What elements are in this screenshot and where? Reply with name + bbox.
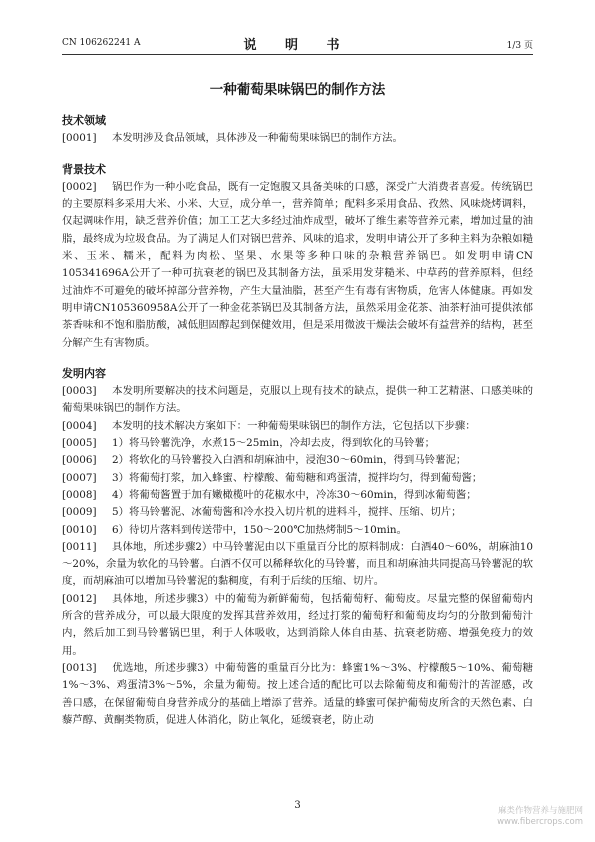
paragraph-0010 — [62, 522, 533, 539]
paragraph-text: 锅巴作为一种小吃食品，既有一定饱腹又具备美味的口感，深受广大消费者喜爱。传统锅巴的主要原料多采用大米、小米、大豆，成分单一，营养简单；配料多采用食品、孜然、风味烧烤调料，仅起调味作用，缺乏营养价值；加工工艺大多经过油炸成型，破坏了维生素等营养元素，增加过量的油脂，最终成为垃圾食品。为了满足人们对锅巴营养、风味的追求，发明申请公开了多种主料为杂粮如糙米、玉米、糯米，配料为肉松、坚果、水果等多种口味的杂粮营养锅巴。如发明申请CN 105341696A公开了一种可抗衰老的锅巴及其制备方法，虽采用发芽糙米、中草药的营养原料，但经过油炸不可避免的破坏掉部分营养物，产生大量油脂，甚至产生有毒有害物质，危害人体健康。再如发明申请CN105360958A公开了一种金花茶锅巴及其制备方法，虽然采用金花茶、油茶籽油可提供浓郁茶香味和不饱和脂肪酸，减低胆固醇起到保健效用，但是采用微波干燥法会破坏有益营养的结构，甚至分解产生有害物质。 — [62, 180, 533, 349]
site-watermark — [497, 806, 583, 828]
paragraph-0004 — [62, 418, 533, 435]
paragraph-text: 本发明涉及食品领域，具体涉及一种葡萄果味锅巴的制作方法。 — [112, 132, 403, 145]
paragraph-text: 2）将软化的马铃薯投入白酒和胡麻油中，浸泡30～60min，得到马铃薯泥； — [112, 454, 467, 467]
paragraph-0007 — [62, 470, 533, 487]
paragraph-text: 3）将葡萄打浆，加入蜂蜜、柠檬酸、葡萄糖和鸡蛋清，搅拌均匀，得到葡萄酱； — [112, 471, 483, 484]
document-body — [62, 108, 533, 729]
paragraph-text: 优选地，所述步骤3）中葡萄酱的重量百分比为：蜂蜜1%～3%、柠檬酸5～10%、葡萄糖1%～3%、鸡蛋清3%～5%，余量为葡萄。按上述合适的配比可以去除葡萄皮和葡萄汁的苦涩感，改善口感，在保留葡萄自身营养成分的基础上增添了营养。适量的蜂蜜可保护葡萄皮所含的天然色素、白藜芦醇、黄酮类物质，促进人体消化，防止氧化，延缓衰老，防止动 — [62, 661, 533, 726]
paragraph-0011 — [62, 539, 533, 591]
paragraph-0012 — [62, 591, 533, 660]
watermark-site-name: 麻类作物营养与施肥网 — [497, 806, 583, 816]
paragraph-text: 4）将葡萄酱置于加有嫩橄榄叶的花椒水中，冷冻30～60min，得到冰葡萄酱； — [112, 488, 477, 501]
paragraph-text: 本发明的技术解决方案如下：一种葡萄果味锅巴的制作方法，它包括以下步骤： — [112, 419, 476, 432]
paragraph-0008 — [62, 487, 533, 504]
paragraph-0003 — [62, 383, 533, 418]
paragraph-0013 — [62, 660, 533, 729]
paragraph-0006 — [62, 452, 533, 469]
paragraph-0005 — [62, 435, 533, 452]
section-heading-invention: 发明内容 — [62, 366, 106, 380]
paragraph-0002 — [62, 179, 533, 352]
paragraph-text: 具体地，所述步骤2）中马铃薯泥由以下重量百分比的原料制成：白酒40～60%，胡麻油10～20%，余量为软化的马铃薯。白酒不仅可以稀释软化的马铃薯，而且和胡麻油共同提高马铃薯泥的软度，而胡麻油可以增加马铃薯泥的黏稠度，有利于后续的压缩、切片。 — [62, 540, 533, 588]
page-indicator: 1/3 页 — [506, 41, 533, 51]
paragraph-number: [0002] — [62, 180, 97, 193]
paragraph-number: [0012] — [62, 592, 97, 605]
paragraph-text: 具体地，所述步骤3）中的葡萄为新鲜葡萄，包括葡萄籽、葡萄皮。尽量完整的保留葡萄内所含的营养成分，可以最大限度的发挥其营养效用，经过打浆的葡萄籽和葡萄皮均匀的分散到葡萄汁内，然后加工到马铃薯锅巴里，利于人体吸收，达到消除人体自由基、抗衰老防癌、增强免疫力的效用。 — [62, 592, 533, 657]
paragraph-number: [0011] — [62, 540, 97, 553]
paragraph-number: [0004] — [62, 419, 97, 432]
paragraph-text: 本发明所要解决的技术问题是，克服以上现有技术的缺点，提供一种工艺精湛、口感美味的葡萄果味锅巴的制作方法。 — [62, 385, 533, 415]
paragraph-number: [0010] — [62, 523, 97, 536]
watermark-url: www.fibercrops.com — [497, 817, 583, 827]
page-header — [62, 34, 533, 53]
invention-title: 一种葡萄果味锅巴的制作方法 — [209, 82, 386, 98]
paragraph-0009 — [62, 504, 533, 521]
section-heading-tech-field: 技术领域 — [62, 114, 106, 127]
paragraph-text: 1）将马铃薯洗净，水煮15～25min，冷却去皮，得到软化的马铃薯； — [112, 437, 436, 450]
patent-number: CN 106262241 A — [62, 38, 141, 48]
paragraph-number: [0006] — [62, 454, 97, 467]
paragraph-text: 5）将马铃薯泥、冰葡萄酱和冷水投入切片机的进料斗，搅拌、压缩、切片； — [112, 506, 462, 519]
paragraph-number: [0008] — [62, 488, 97, 501]
paragraph-number: [0009] — [62, 506, 97, 519]
paragraph-number: [0003] — [62, 385, 97, 398]
page-number: 3 — [294, 800, 301, 811]
paragraph-text: 6）待切片落料到传送带中，150～200℃加热烤制5～10min。 — [112, 523, 408, 536]
section-heading-background: 背景技术 — [62, 162, 106, 176]
paragraph-number: [0007] — [62, 471, 97, 484]
document-type-title: 说 明 书 — [243, 38, 352, 53]
paragraph-number: [0013] — [62, 661, 97, 674]
header-rule — [62, 54, 533, 55]
paragraph-number: [0001] — [62, 132, 97, 145]
paragraph-number: [0005] — [62, 437, 97, 450]
paragraph-0001 — [62, 130, 533, 147]
